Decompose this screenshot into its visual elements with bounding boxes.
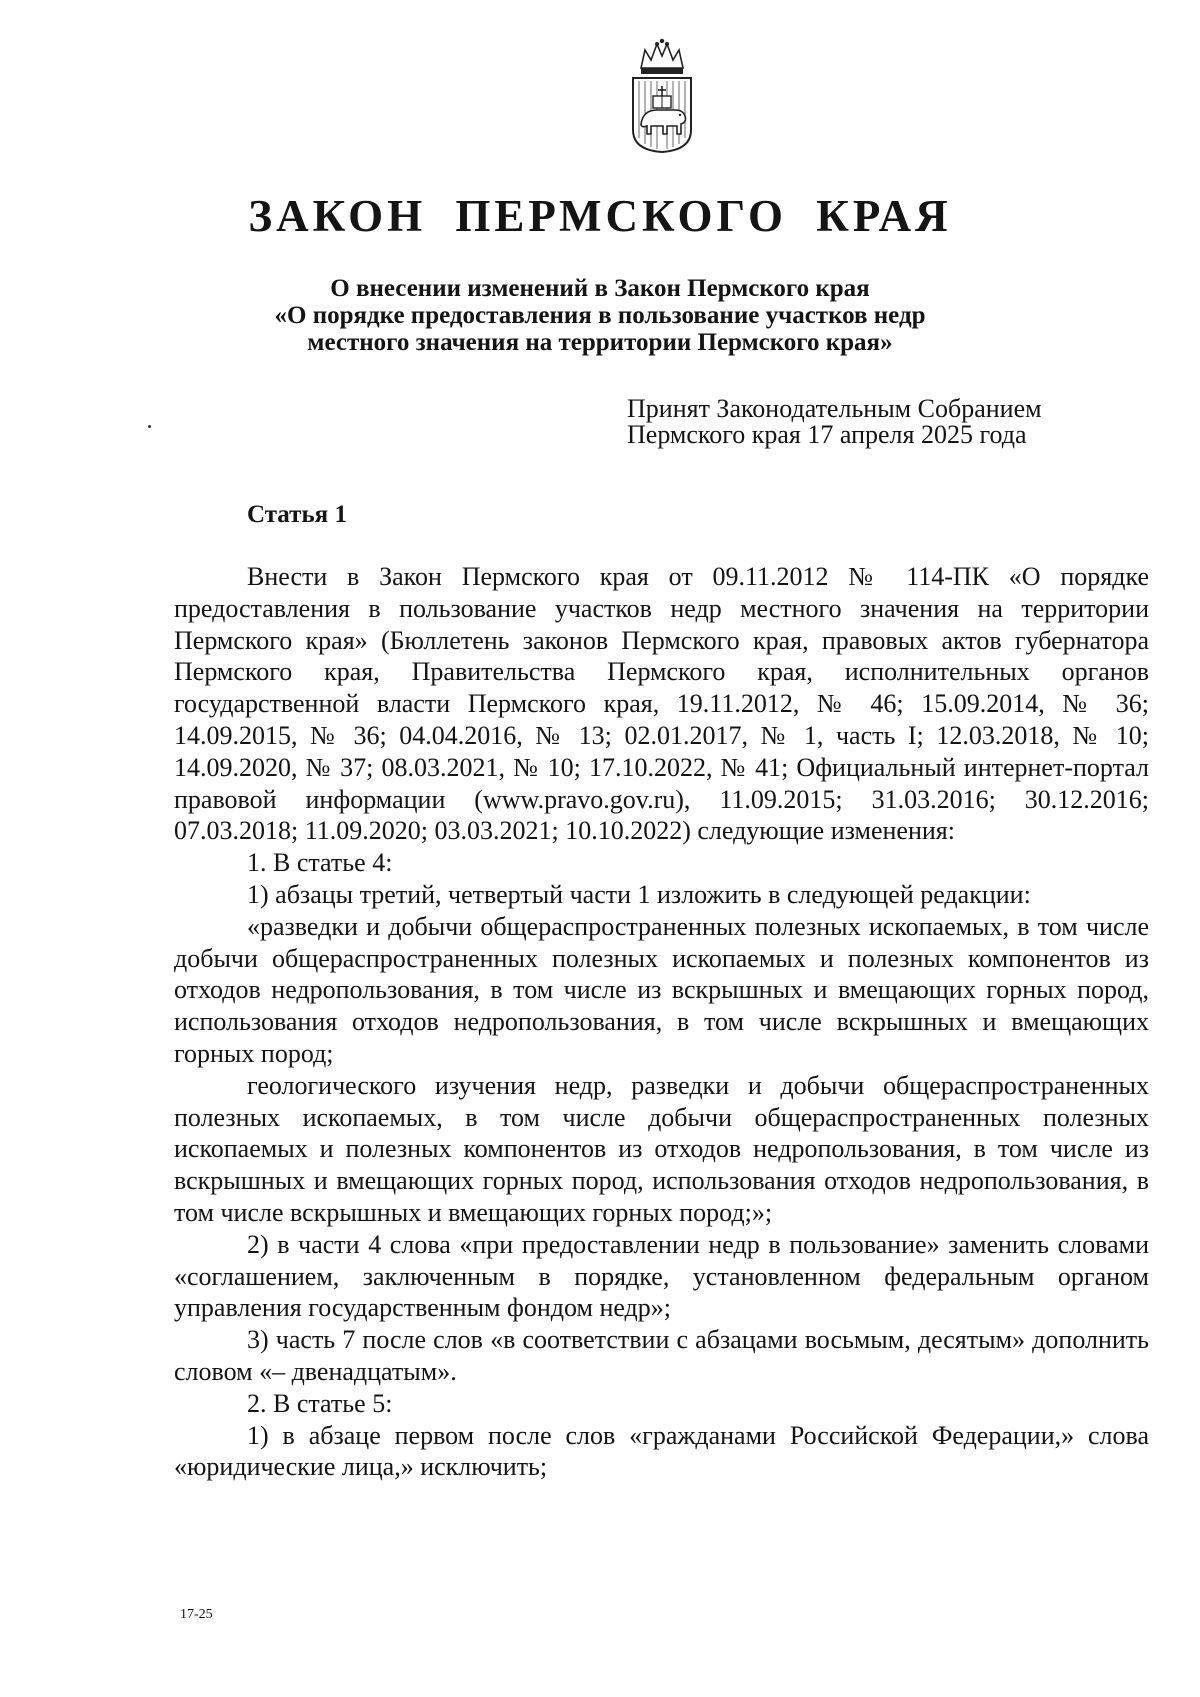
scan-speck — [148, 425, 151, 428]
article-heading: Статья 1 — [247, 501, 347, 528]
adoption-line: Принят Законодательным Собранием — [627, 394, 1042, 423]
adoption-line: Пермского края 17 апреля 2025 года — [627, 420, 1027, 449]
article-body — [174, 561, 1149, 1483]
document-code: 17-25 — [180, 1607, 213, 1622]
article-paragraph: 3) часть 7 после слов «в соответствии с абзацами восьмым, десятым» дополнить словом «– двенадцатым». — [174, 1325, 1149, 1386]
article-paragraph: 1) в абзаце первом после слов «гражданами Российской Федерации,» слова «юридические лица,» исключить; — [174, 1420, 1149, 1482]
subtitle-line: «О порядке предоставления в пользование участков недр — [274, 302, 926, 329]
article-paragraph: 1. В статье 4: — [247, 848, 393, 878]
article-paragraph: 2) в части 4 слова «при предоставлении недр в пользование» заменить словами «соглашением, заключенным в порядке, установленном федеральным органом управления государственным фондом недр»; — [174, 1229, 1149, 1323]
perm-krai-coat-of-arms-icon — [627, 38, 697, 154]
law-subtitle — [0, 275, 1200, 356]
subtitle-line: местного значения на территории Пермского края» — [307, 329, 893, 356]
article-paragraph: 2. В статье 5: — [247, 1388, 393, 1418]
subtitle-line: О внесении изменений в Закон Пермского края — [330, 275, 870, 302]
article-paragraph: 1) абзацы третий, четвертый части 1 изложить в следующей редакции: — [247, 879, 1031, 909]
law-title: ЗАКОН ПЕРМСКОГО КРАЯ — [248, 191, 952, 241]
article-paragraph: Внести в Закон Пермского края от 09.11.2012 № 114-ПК «О порядке предоставления в пользование участков недр местного значения на территории Пермского края» (Бюллетень законов Пермского края, правовых актов губернатора Пермского края, Правительства Пермского края, исполнительных органов государственной власти Пермского края, 19.11.2012, № 46; 15.09.2014, № 36; 14.09.2015, № 36; 04.04.2016, № 13; 02.01.2017, № 1, часть I; 12.03.2018, № 10; 14.09.2020, № 37; 08.03.2021, № 10; 17.10.2022, № 41; Официальный интернет-портал правовой информации (www.pravo.gov.ru), 11.09.2015; 31.03.2016; 30.12.2016; 07.03.2018; 11.09.2020; 03.03.2021; 10.10.2022) следующие изменения: — [174, 562, 1149, 846]
article-paragraph: геологического изучения недр, разведки и добычи общераспространенных полезных ископаемых, в том числе добычи общераспространенных полезных ископаемых и полезных компонентов из отходов недропользования, в том числе из вскрышных и вмещающих горных пород, использования отходов недропользования, в том числе вскрышных и вмещающих горных пород;»; — [174, 1070, 1149, 1227]
article-paragraph: «разведки и добычи общераспространенных полезных ископаемых, в том числе добычи общераспространенных полезных ископаемых и полезных компонентов из отходов недропользования, в том числе из вскрышных и вмещающих горных пород, использования отходов недропользования, в том числе вскрышных и вмещающих горных пород; — [174, 911, 1149, 1068]
adoption-note — [627, 396, 1042, 448]
